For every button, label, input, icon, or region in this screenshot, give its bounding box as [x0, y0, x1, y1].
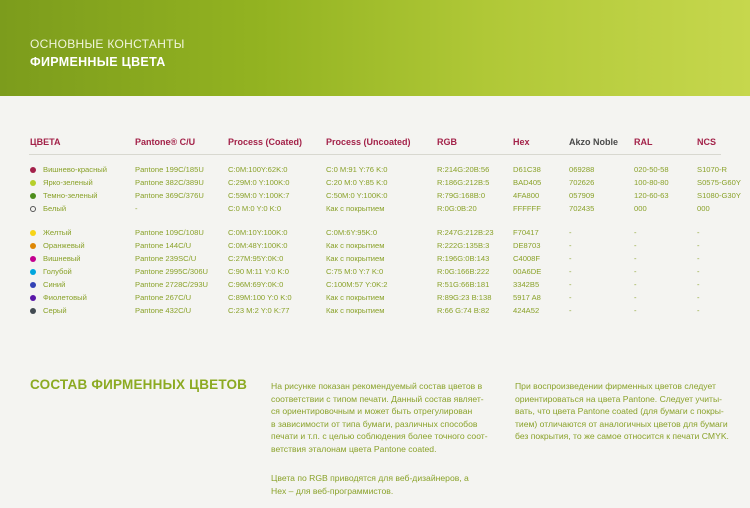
pantone-value: Pantone 382C/389U [135, 178, 204, 187]
process-uncoated-value: C:0M:6Y:95K:0 [326, 228, 378, 237]
ncs-value: - [697, 293, 700, 302]
paragraph-line: При воспроизведении фирменных цветов следует [515, 381, 716, 391]
pantone-value: - [135, 204, 138, 213]
column-header-pantone: Pantone® C/U [135, 137, 196, 147]
column-header-colors: ЦВЕТА [30, 137, 61, 147]
pantone-value: Pantone 369C/376U [135, 191, 204, 200]
hex-value: F70417 [513, 228, 539, 237]
rgb-value: R:51G:66B:181 [437, 280, 490, 289]
rgb-value: R:222G:135B:3 [437, 241, 490, 250]
pantone-value: Pantone 144C/U [135, 241, 192, 250]
table-row [0, 177, 750, 189]
ral-value: - [634, 267, 637, 276]
ral-value: - [634, 293, 637, 302]
table-row [0, 164, 750, 176]
ral-value: 000 [634, 204, 647, 213]
akzo-noble-value: 702626 [569, 178, 595, 187]
ncs-value: - [697, 254, 700, 263]
table-row [0, 266, 750, 278]
process-uncoated-value: C:75 M:0 Y:7 K:0 [326, 267, 384, 276]
process-coated-value: C:0M:100Y:62K:0 [228, 165, 288, 174]
pantone-value: Pantone 267C/U [135, 293, 192, 302]
ral-value: 100-80-80 [634, 178, 669, 187]
hex-value: D61C38 [513, 165, 541, 174]
akzo-noble-value: 069288 [569, 165, 595, 174]
process-uncoated-value: Как с покрытием [326, 204, 385, 213]
hex-value: 424A52 [513, 306, 540, 315]
hex-value: DE8703 [513, 241, 541, 250]
ncs-value: - [697, 267, 700, 276]
akzo-noble-value: - [569, 228, 572, 237]
table-row [0, 253, 750, 265]
column-header-process-uncoated: Process (Uncoated) [326, 137, 411, 147]
paragraph-line: вать, что цвета Pantone coated (для бумаги с покры- [515, 406, 724, 417]
column-header-process-coated: Process (Coated) [228, 137, 303, 147]
paragraph-line: ветствия эталонам цвета Pantone coated. [271, 443, 437, 454]
process-uncoated-value: C:0 M:91 Y:76 K:0 [326, 165, 388, 174]
akzo-noble-value: - [569, 306, 572, 315]
pantone-note-paragraph [515, 380, 740, 443]
process-uncoated-value: C:50M:0 Y:100K:0 [326, 191, 388, 200]
process-coated-value: C:0M:10Y:100K:0 [228, 228, 288, 237]
hex-value: 00A6DE [513, 267, 542, 276]
pantone-value: Pantone 2728C/293U [135, 280, 209, 289]
rgb-hex-paragraph [271, 472, 501, 497]
color-swatch-dot [30, 206, 36, 212]
color-name: Серый [43, 306, 67, 315]
column-header-hex: Hex [513, 137, 530, 147]
paragraph-line: соответствии с типом печати. Данный состав являет- [271, 393, 484, 404]
process-uncoated-value: Как с покрытием [326, 241, 385, 250]
paragraph-line: без покрытия, то же самое относится к печати CMYK. [515, 431, 729, 442]
ral-value: - [634, 306, 637, 315]
ncs-value: - [697, 228, 700, 237]
color-name: Голубой [43, 267, 72, 276]
rgb-value: R:247G:212B:23 [437, 228, 494, 237]
table-row [0, 227, 750, 239]
section-title: СОСТАВ ФИРМЕННЫХ ЦВЕТОВ [30, 377, 248, 392]
process-uncoated-value: C:100M:57 Y:0K:2 [326, 280, 388, 289]
process-coated-value: C:96M:69Y:0K:0 [228, 280, 284, 289]
rgb-value: R:186G:212B:5 [437, 178, 490, 187]
color-name: Вишневый [43, 254, 81, 263]
color-name: Ярко-зеленый [43, 178, 93, 187]
color-swatch-dot [30, 193, 36, 199]
hex-value: 4FA800 [513, 191, 540, 200]
table-header [0, 137, 750, 151]
hex-value: 5917 A8 [513, 293, 541, 302]
rgb-value: R:214G:20B:56 [437, 165, 490, 174]
rgb-value: R:66 G:74 B:82 [437, 306, 490, 315]
akzo-noble-value: - [569, 280, 572, 289]
process-coated-value: C:29M:0 Y:100K:0 [228, 178, 290, 187]
pantone-value: Pantone 2995C/306U [135, 267, 209, 276]
akzo-noble-value: - [569, 254, 572, 263]
process-uncoated-value: C:20 M:0 Y:85 K:0 [326, 178, 388, 187]
color-swatch-dot [30, 308, 36, 314]
ral-value: 020-50-58 [634, 165, 669, 174]
color-swatch-dot [30, 230, 36, 236]
header-title: ФИРМЕННЫЕ ЦВЕТА [30, 55, 166, 69]
column-header-rgb: RGB [437, 137, 457, 147]
rgb-value: R:0G:166B:222 [437, 267, 490, 276]
paragraph-line: ориентироваться на цвета Pantone. Следует учиты- [515, 393, 722, 404]
hex-value: BAD405 [513, 178, 542, 187]
color-name: Темно-зеленый [43, 191, 98, 200]
process-coated-value: C:0 M:0 Y:0 K:0 [228, 204, 282, 213]
ral-value: - [634, 254, 637, 263]
pantone-value: Pantone 239SC/U [135, 254, 197, 263]
hex-value: FFFFFF [513, 204, 541, 213]
akzo-noble-value: 057909 [569, 191, 595, 200]
ral-value: 120-60-63 [634, 191, 669, 200]
color-name: Фиолетовый [43, 293, 87, 302]
color-swatch-dot [30, 295, 36, 301]
paragraph-line: ся ориентировочным и может быть отрегулирован [271, 406, 473, 417]
paragraph-line: тием) отличаются от аналогичных цветов для бумаги [515, 418, 728, 429]
pantone-value: Pantone 109C/108U [135, 228, 204, 237]
color-name: Вишнево-красный [43, 165, 107, 174]
color-swatch-dot [30, 256, 36, 262]
column-header-ncs: NCS [697, 137, 717, 147]
paragraph-line: в зависимости от типа бумаги, различных способов [271, 418, 478, 429]
composition-paragraph [271, 380, 501, 456]
process-uncoated-value: Как с покрытием [326, 254, 385, 263]
color-swatch-dot [30, 167, 36, 173]
color-swatch-dot [30, 180, 36, 186]
color-swatch-dot [30, 282, 36, 288]
table-row [0, 240, 750, 252]
rgb-value: R:196G:0B:143 [437, 254, 490, 263]
color-name: Синий [43, 280, 66, 289]
akzo-noble-value: 702435 [569, 204, 595, 213]
rgb-value: R:79G:168B:0 [437, 191, 486, 200]
ncs-value: S1070-R [697, 165, 727, 174]
ncs-value: S1080-G30Y [697, 191, 741, 200]
color-name: Оранжевый [43, 241, 85, 250]
paragraph-line: печати и т.п. с целью соблюдения более точного соот- [271, 431, 488, 442]
rgb-value: R:89G:23 B:138 [437, 293, 492, 302]
rgb-value: R:0G:0B:20 [437, 204, 477, 213]
ncs-value: 000 [697, 204, 710, 213]
color-name: Желтый [43, 228, 72, 237]
process-coated-value: C:23 M:2 Y:0 K:77 [228, 306, 290, 315]
color-name: Белый [43, 204, 67, 213]
ncs-value: - [697, 280, 700, 289]
process-uncoated-value: Как с покрытием [326, 306, 385, 315]
pantone-value: Pantone 432C/U [135, 306, 192, 315]
table-row [0, 190, 750, 202]
akzo-noble-value: - [569, 241, 572, 250]
ral-value: - [634, 241, 637, 250]
ncs-value: - [697, 306, 700, 315]
column-header-ral: RAL [634, 137, 653, 147]
process-coated-value: C:0M:48Y:100K:0 [228, 241, 288, 250]
hex-value: 3342B5 [513, 280, 540, 289]
process-coated-value: C:90 M:11 Y:0 K:0 [228, 267, 289, 276]
process-uncoated-value: Как с покрытием [326, 293, 385, 302]
table-row [0, 305, 750, 317]
process-coated-value: C:59M:0 Y:100K:7 [228, 191, 290, 200]
header-subtitle: ОСНОВНЫЕ КОНСТАНТЫ [30, 37, 185, 51]
pantone-value: Pantone 199C/185U [135, 165, 204, 174]
table-row [0, 279, 750, 291]
ral-value: - [634, 280, 637, 289]
process-coated-value: C:89M:100 Y:0 K:0 [228, 293, 292, 302]
column-header-akzo-noble: Akzo Noble [569, 137, 619, 147]
akzo-noble-value: - [569, 293, 572, 302]
paragraph-line: Hex – для веб-программистов. [271, 485, 394, 496]
header-banner [0, 0, 750, 96]
paragraph-line: На рисунке показан рекомендуемый состав цветов в [271, 381, 483, 391]
ncs-value: - [697, 241, 700, 250]
process-coated-value: C:27M:95Y:0K:0 [228, 254, 284, 263]
header-divider [29, 154, 721, 155]
color-swatch-dot [30, 269, 36, 275]
table-row [0, 292, 750, 304]
table-row [0, 203, 750, 215]
paragraph-line: Цвета по RGB приводятся для веб-дизайнеров, а [271, 473, 469, 483]
ncs-value: S0575-G60Y [697, 178, 741, 187]
hex-value: C4008F [513, 254, 541, 263]
akzo-noble-value: - [569, 267, 572, 276]
ral-value: - [634, 228, 637, 237]
color-swatch-dot [30, 243, 36, 249]
